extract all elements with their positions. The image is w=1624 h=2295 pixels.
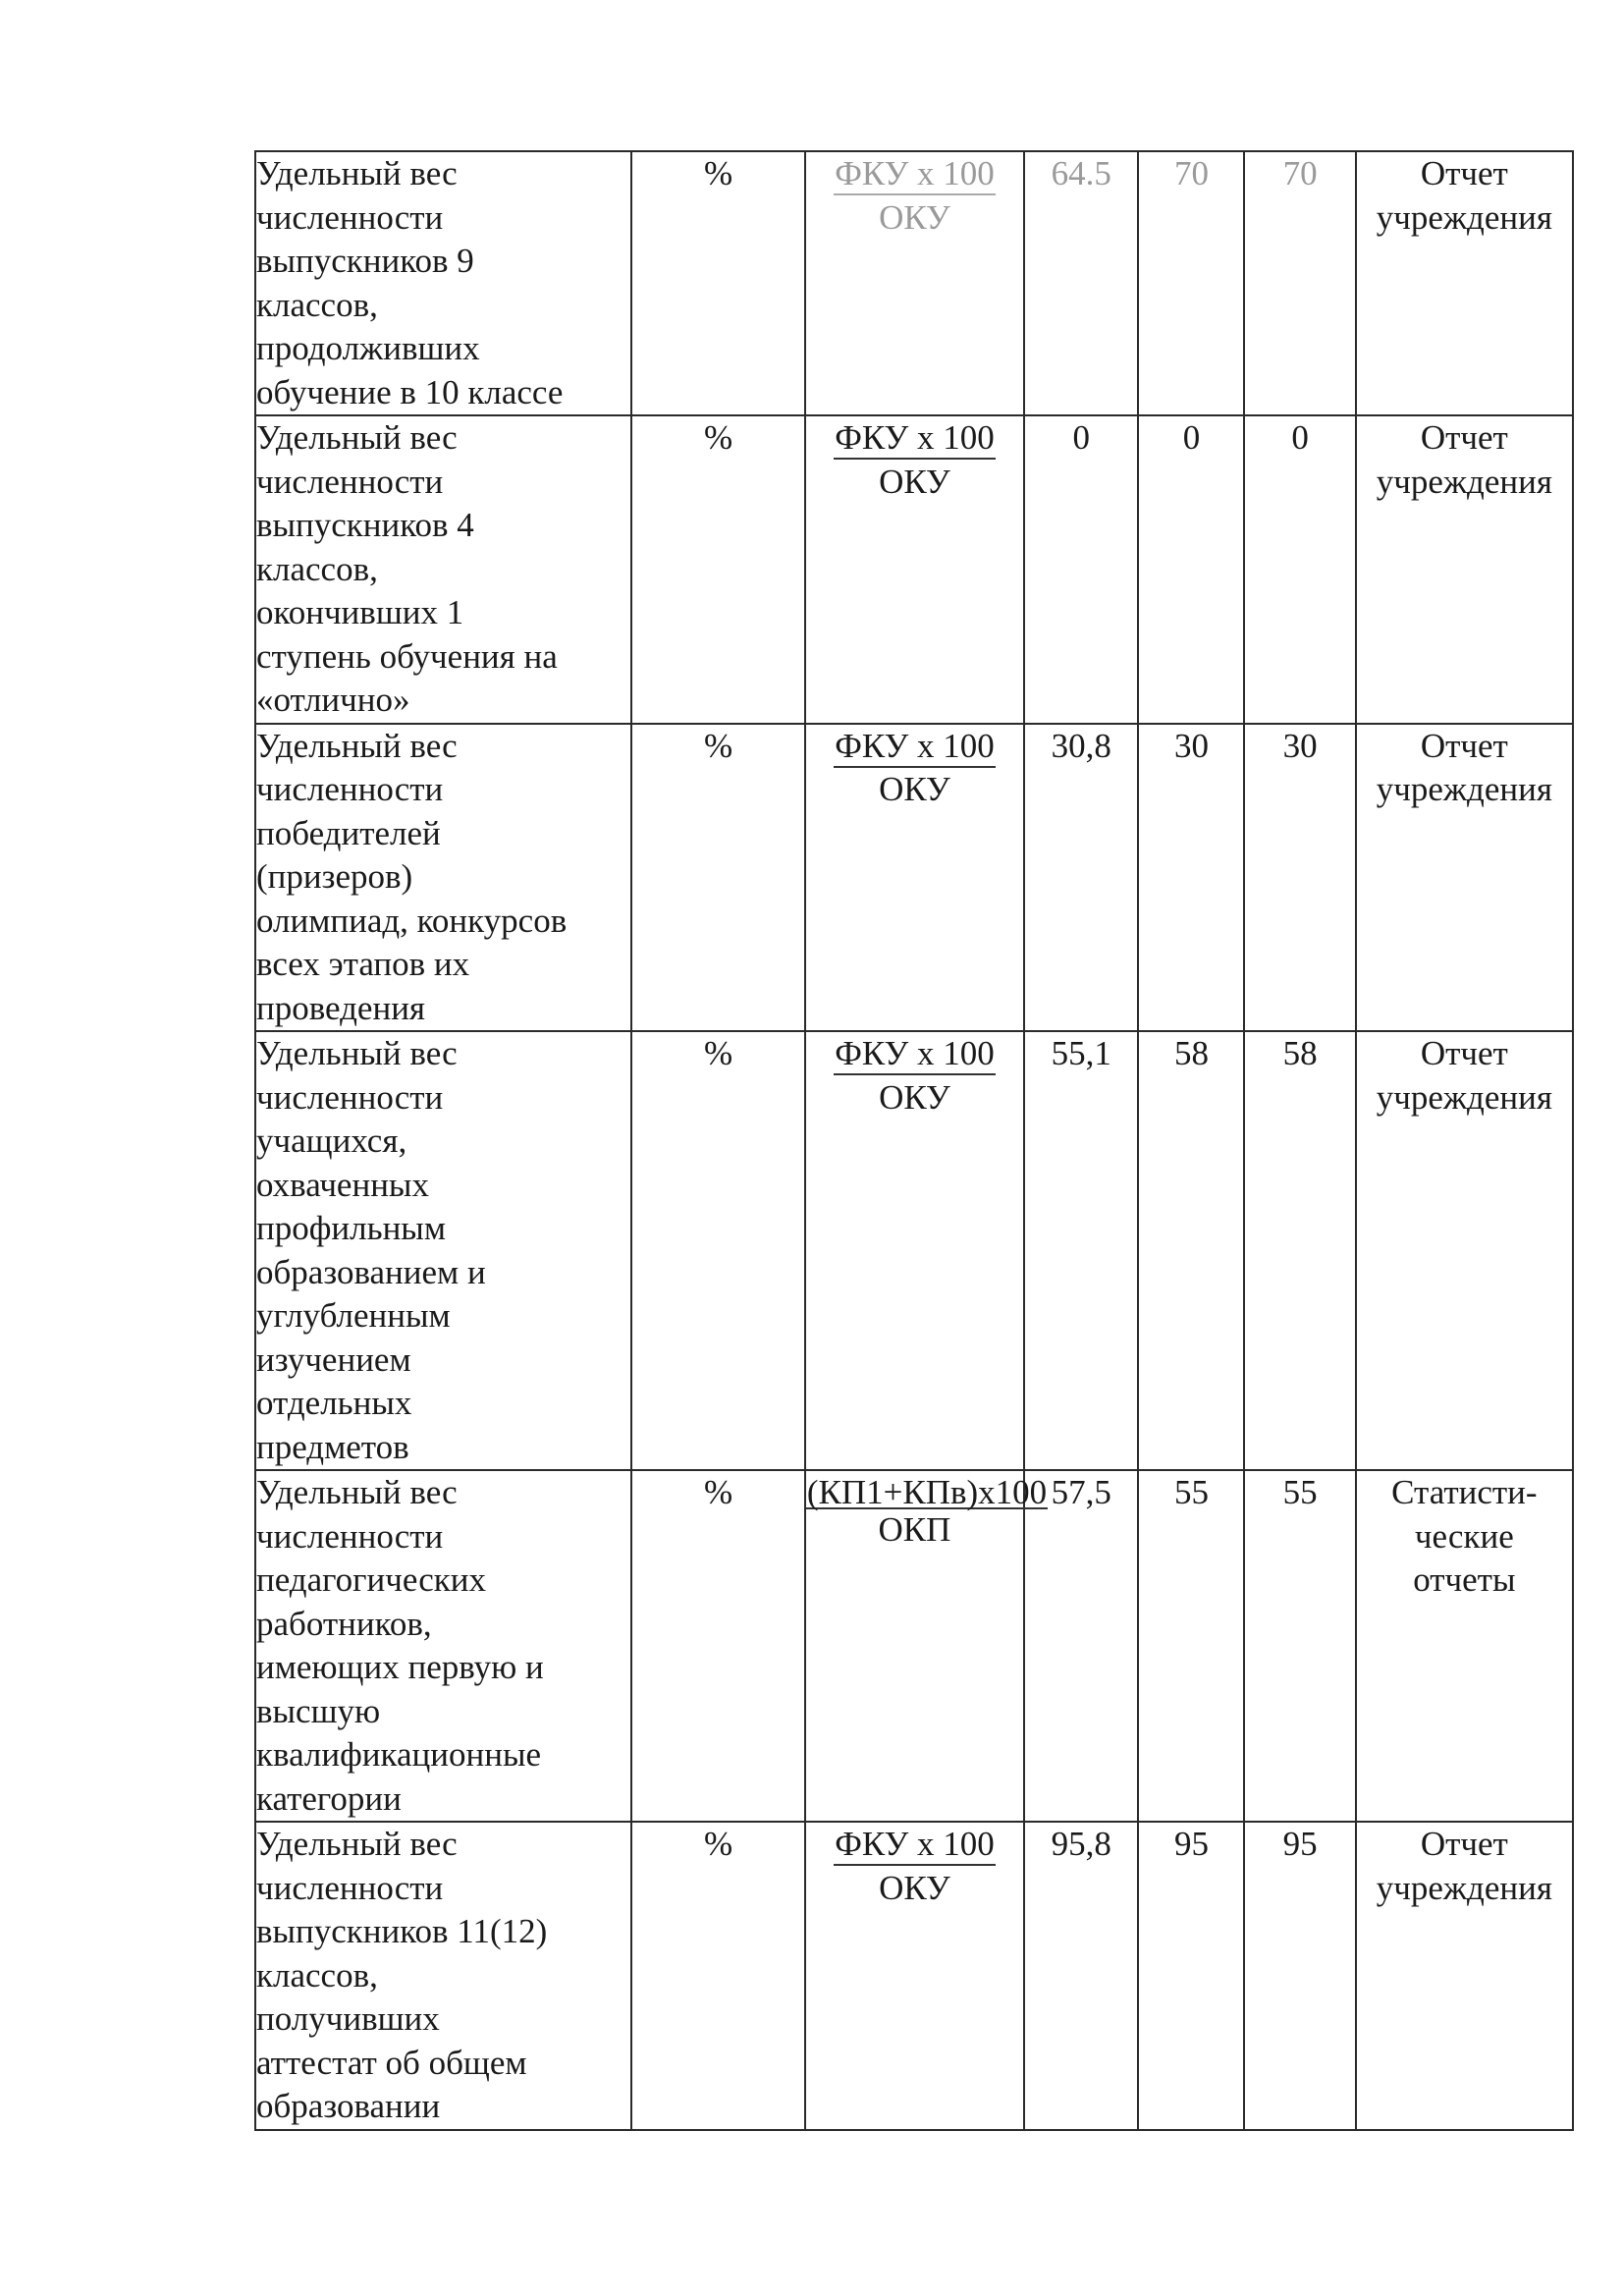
indicator-line: Удельный вес [256,418,458,457]
indicator-line: победителей [256,813,441,852]
indicator-line: Удельный вес [256,154,458,192]
value-cell-3: 30 [1244,724,1355,1032]
value-cell-1: 30,8 [1024,724,1138,1032]
indicator-line: численности [256,770,444,808]
source-line: учреждения [1376,1868,1552,1907]
formula-numerator: ФКУ х 100 [834,1034,996,1075]
indicator-cell [255,151,631,415]
table-row [255,1031,1573,1470]
formula-denominator: ОКП [878,1509,951,1549]
indicator-line: олимпиад, конкурсов [256,901,568,940]
value-cell-3: 0 [1244,415,1355,724]
indicator-line: численности [256,1868,444,1907]
unit-cell: % [631,415,804,724]
indicator-line: учащихся, [256,1121,407,1160]
source-cell [1356,1031,1573,1470]
formula-cell [805,151,1024,415]
unit-cell: % [631,1822,804,2130]
indicator-line: получивших [256,1999,440,2038]
source-line: учреждения [1376,197,1552,237]
formula-numerator: (КП1+КПв)х100 [806,1473,1048,1511]
source-line: учреждения [1376,1077,1552,1117]
indicator-line: Удельный вес [256,726,458,765]
source-line: Отчет [1420,154,1508,192]
source-line: Отчет [1420,1825,1508,1863]
source-cell [1356,1470,1573,1822]
indicator-cell [255,1470,631,1822]
formula-cell [805,415,1024,724]
indicator-line: изучением [256,1339,411,1379]
value-cell-1: 95,8 [1024,1822,1138,2130]
formula-denominator: ОКУ [879,1077,950,1117]
indicator-line: всех этапов их [256,945,470,983]
indicator-line: классов, [256,1955,378,1994]
value-cell-2: 70 [1138,151,1244,415]
formula-denominator: ОКУ [879,197,950,237]
source-cell [1356,724,1573,1032]
table-row [255,724,1573,1032]
value-cell-3: 58 [1244,1031,1355,1470]
value-cell-1: 57,5 [1024,1470,1138,1822]
indicator-line: численности [256,1516,444,1556]
indicator-line: Удельный вес [256,1473,458,1511]
indicator-line: продолживших [256,329,480,367]
indicator-line: работников, [256,1604,432,1643]
indicator-line: отдельных [256,1384,412,1422]
indicator-line: углубленным [256,1296,451,1335]
indicator-line: окончивших 1 [256,593,464,631]
indicator-line: численности [256,197,444,237]
value-cell-2: 0 [1138,415,1244,724]
value-cell-2: 58 [1138,1031,1244,1470]
source-cell [1356,415,1573,724]
unit-cell: % [631,1031,804,1470]
value-cell-2: 30 [1138,724,1244,1032]
indicator-line: имеющих первую и [256,1648,544,1686]
indicator-line: классов, [256,549,378,588]
source-line: Статисти- [1391,1473,1538,1511]
unit-cell: % [631,724,804,1032]
formula-numerator: ФКУ х 100 [834,1825,996,1866]
indicator-line: проведения [256,988,426,1027]
indicator-cell [255,724,631,1032]
value-cell-3: 55 [1244,1470,1355,1822]
indicator-line: выпускников 4 [256,506,474,544]
indicator-cell [255,1822,631,2130]
indicator-line: Удельный вес [256,1825,458,1863]
source-line: ческие [1414,1516,1514,1556]
unit-cell: % [631,1470,804,1822]
indicator-line: охваченных [256,1165,429,1204]
value-cell-1: 0 [1024,415,1138,724]
table-row [255,151,1573,415]
unit-cell: % [631,151,804,415]
indicator-line: образованием и [256,1252,486,1291]
source-line: Отчет [1420,726,1508,765]
indicator-line: предметов [256,1427,409,1466]
indicator-cell [255,415,631,724]
value-cell-1: 64.5 [1024,151,1138,415]
indicator-line: выпускников 9 [256,242,474,280]
source-line: учреждения [1376,462,1552,501]
source-line: Отчет [1420,418,1508,457]
formula-numerator: ФКУ х 100 [834,727,996,768]
indicator-line: профильным [256,1209,446,1247]
value-cell-3: 95 [1244,1822,1355,2130]
indicator-line: аттестат об общем [256,2043,527,2082]
indicators-table [254,150,1574,2131]
value-cell-2: 95 [1138,1822,1244,2130]
formula-cell [805,1822,1024,2130]
indicator-line: выпускников 11(12) [256,1912,548,1950]
formula-denominator: ОКУ [879,770,950,808]
formula-denominator: ОКУ [879,1868,950,1907]
indicator-line: «отлично» [256,681,410,719]
indicator-line: Удельный вес [256,1034,458,1072]
formula-cell [805,1470,1048,1822]
indicator-line: образовании [256,2087,441,2125]
source-cell [1356,1822,1573,2130]
source-line: отчеты [1413,1560,1516,1599]
formula-numerator: ФКУ х 100 [834,154,996,195]
indicator-line: классов, [256,285,378,324]
indicator-line: (призеров) [256,857,413,896]
formula-denominator: ОКУ [879,462,950,501]
table-row [255,1470,1573,1822]
indicator-line: ступень обучения на [256,636,558,676]
indicator-cell [255,1031,631,1470]
formula-cell [805,724,1024,1032]
table-row [255,1822,1573,2130]
source-line: учреждения [1376,770,1552,808]
source-cell [1356,151,1573,415]
indicator-line: обучение в 10 классе [256,372,564,411]
formula-cell [805,1031,1024,1470]
indicator-line: категории [256,1778,402,1818]
indicator-line: педагогических [256,1560,486,1599]
indicator-line: численности [256,1077,444,1117]
value-cell-3: 70 [1244,151,1355,415]
source-line: Отчет [1420,1034,1508,1072]
indicator-line: численности [256,462,444,501]
value-cell-1: 55,1 [1024,1031,1138,1470]
indicator-line: квалификационные [256,1735,541,1774]
formula-numerator: ФКУ х 100 [834,418,996,460]
value-cell-2: 55 [1138,1470,1244,1822]
indicator-line: высшую [256,1691,381,1730]
table-body [255,151,1573,2130]
table-row [255,415,1573,724]
